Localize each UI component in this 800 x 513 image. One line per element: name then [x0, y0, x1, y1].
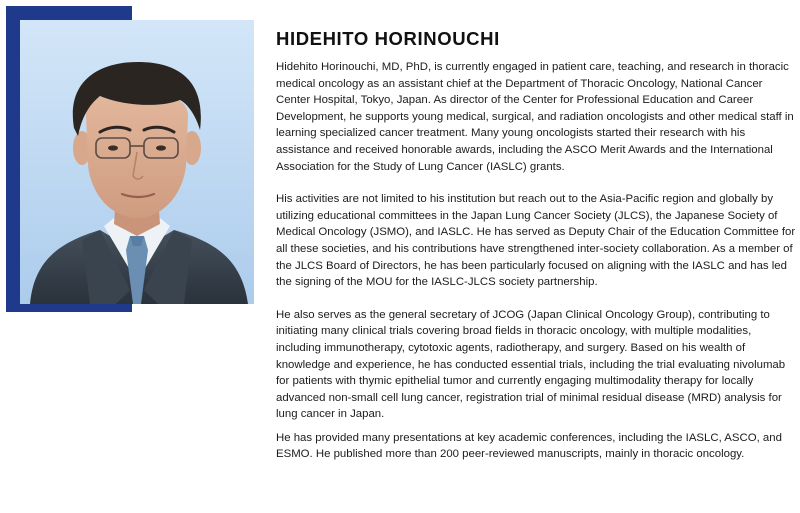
bio-paragraph: Hidehito Horinouchi, MD, PhD, is currently engaged in patient care, teaching, and research in thoracic medical oncology as an assistant chief at the Department of Thoracic Oncology, National Cancer Center Hospital, Tokyo, Japan. As director of the Center for Professional Education and Career Development, he supports young medical, surgical, and radiation oncologists and other medical staff in learning specialized cancer treatment. Many young oncologists started their research with his assistance and received honorable awards, including the ASCO Merit Awards and the International Association for the Study of Lung Cancer (IASLC) grants.: [276, 61, 794, 173]
bio-paragraph: He also serves as the general secretary of JCOG (Japan Clinical Oncology Group), contributing to initiating many clinical trials covering broad fields in thoracic oncology, with multiple modalities, including immunotherapy, cytotoxic agents, radiotherapy, and surgery. Based on his wealth of knowledge and experience, he has conducted essential trials, including the trial evaluating nivolumab for patients with thymic epithelial tumor and currently engaging multimodality therapy for locally advanced non-small cell lung cancer, registration trial of minimal residual disease (MRD) analysis for lung cancer in Japan.: [276, 308, 786, 421]
bio-paragraph: He has provided many presentations at key academic conferences, including the IASLC, ASCO, and ESMO. He published more than 200 peer-reviewed manuscripts, mainly in thoracic oncology.: [276, 431, 782, 461]
bio-paragraph: His activities are not limited to his institution but reach out to the Asia-Pacific region and globally by utilizing educational committees in the Japan Lung Cancer Society (JLCS), the Japanese Society of Medical Oncology (JSMO), and IASLC. He has served as Deputy Chair of the Education Committee for all these societies, and his contributions have strengthened inter-society collaboration. As a member of the JLCS Board of Directors, he has been particularly focused on aligning with the IASLC and has led the signing of the MOU for the IASLC-JLCS society partnership.: [276, 193, 796, 289]
portrait-photo: [20, 20, 254, 304]
profile-photo-block: [6, 6, 254, 312]
portrait-illustration: [20, 20, 254, 304]
person-name: HIDEHITO HORINOUCHI: [276, 28, 500, 49]
bio-section: [276, 28, 798, 479]
